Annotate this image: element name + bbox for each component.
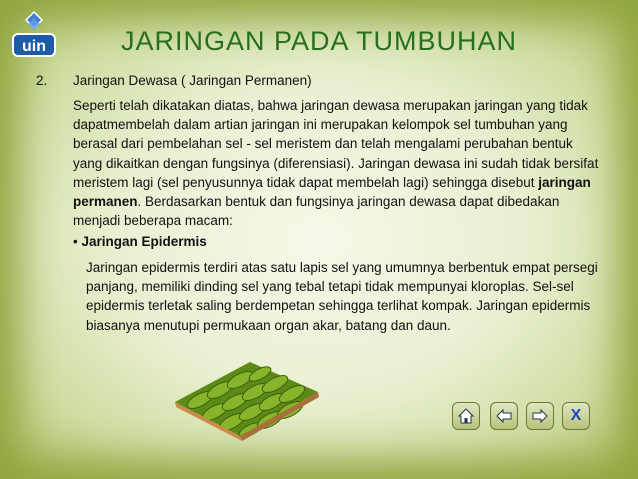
page-title: JARINGAN PADA TUMBUHAN <box>120 26 518 56</box>
arrow-left-icon <box>494 406 514 426</box>
epidermis-tissue-image <box>170 352 320 442</box>
home-button[interactable] <box>452 402 480 430</box>
bullet-item <box>73 234 207 249</box>
home-icon <box>456 406 476 426</box>
logo-text: uin <box>22 38 46 55</box>
bullet-symbol: • <box>73 234 78 249</box>
close-button[interactable] <box>562 402 590 430</box>
paragraph-epidermis: Jaringan epidermis terdiri atas satu lapis sel yang umumnya berbentuk empat persegi panjang, memiliki dinding sel yang tebal tetapi tidak mempunyai kloroplas. Sel-sel epidermis terletak saling berdempetan sehingga terlihat kompak. Jaringan epidermis biasanya menutupi permukaan organ akar, batang dan daun. <box>86 260 598 333</box>
paragraph-text-end: . Berdasarkan bentuk dan fungsinya jaringan dewasa dapat dibedakan menjadi beberapa macam: <box>73 194 560 229</box>
next-button[interactable] <box>526 402 554 430</box>
paragraph-jaringan-dewasa <box>73 96 601 230</box>
close-icon: X <box>570 407 582 424</box>
paragraph-text: Seperti telah dikatakan diatas, bahwa jaringan dewasa merupakan jaringan yang tidak dapatmembelah dalam artian jaringan ini merupakan kelompok sel tumbuhan yang berasal dari pembelahan sel - sel meristem dan telah mengalami perubahan bentuk yang dikaitkan dengan fungsinya (diferensiasi). Jaringan dewasa ini sudah tidak bersifat meristem lagi (sel penyusunnya tidak dapat membelah lagi) sehingga disebut <box>73 98 599 190</box>
list-number: 2. <box>36 73 48 88</box>
bold-term: jaringan permanen <box>73 174 591 210</box>
bullet-heading: Jaringan Epidermis <box>81 234 207 249</box>
list-heading: Jaringan Dewasa ( Jaringan Permanen) <box>73 73 312 88</box>
previous-button[interactable] <box>490 402 518 430</box>
arrow-right-icon <box>530 406 550 426</box>
